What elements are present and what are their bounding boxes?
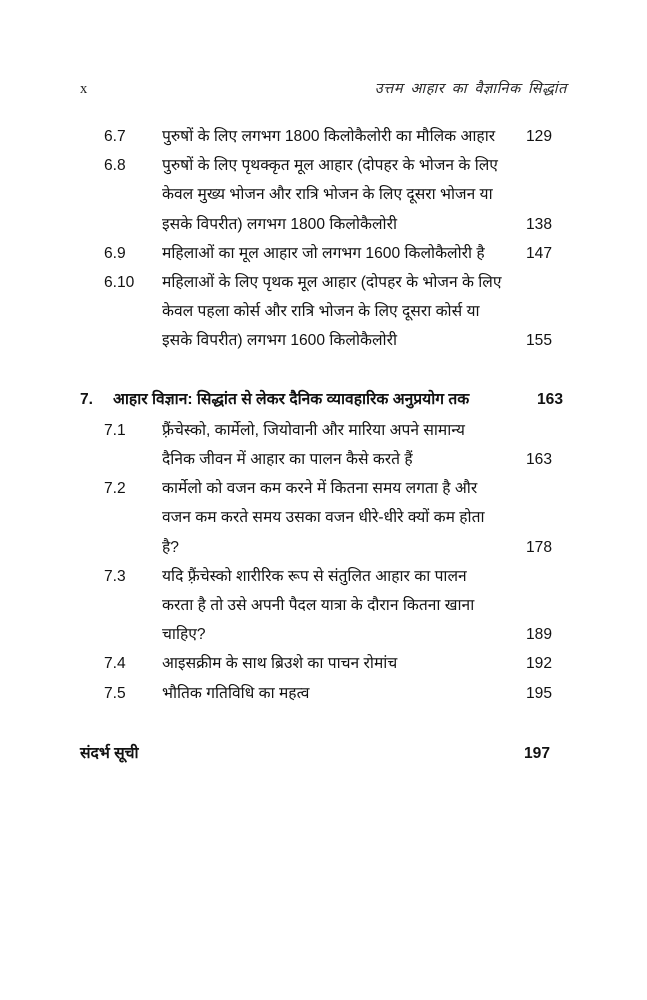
- toc-entry[interactable]: [80, 151, 567, 239]
- toc-entry[interactable]: [80, 679, 567, 708]
- toc-entry-page-number: 129: [525, 128, 552, 145]
- toc-entry-page-number: 189: [525, 626, 552, 644]
- toc-entry-title: पुरुषों के लिए पृथक्कृत मूल आहार (दोपहर के भोजन के लिए केवल मुख्य भोजन और रात्रि भोजन के लिए दूसरा भोजन या इसके विपरीत) लगभग 1800 किलोकैलोरी: [162, 157, 498, 233]
- running-head: [80, 78, 567, 100]
- toc-entry-number: 7.5: [104, 684, 126, 702]
- toc-entry-number: 7.2: [104, 480, 126, 498]
- toc-entry-number: 6.7: [104, 128, 126, 145]
- toc-entry-title: महिलाओं के लिए पृथक मूल आहार (दोपहर के भोजन के लिए केवल पहला कोर्स और रात्रि भोजन के लिए दूसरा कोर्स या इसके विपरीत) लगभग 1600 किलोकैलोरी: [162, 274, 502, 350]
- toc-entry-page-number: 197: [523, 744, 550, 762]
- toc-entry-number: 7.3: [104, 567, 126, 585]
- toc-entry-title: कार्मेलो को वजन कम करने में कितना समय लगता है और वजन कम करते समय उसका वजन धीरे-धीरे क्यों कम होता है?: [162, 480, 485, 556]
- toc-entry-page-number: 147: [525, 244, 552, 262]
- toc-entry-page-number: 192: [525, 655, 552, 673]
- table-of-contents: [80, 122, 567, 768]
- toc-entry-page-number: 195: [525, 684, 552, 702]
- toc-entry[interactable]: [80, 268, 567, 356]
- toc-entry[interactable]: [80, 239, 567, 268]
- toc-entry-number: 7.4: [104, 655, 126, 673]
- toc-entry-page-number: 178: [525, 538, 552, 556]
- toc-entry[interactable]: [80, 739, 567, 768]
- toc-entry-title: फ़्रैंचेस्को, कार्मेलो, जियोवानी और मारिया अपने सामान्य दैनिक जीवन में आहार का पालन कैसे करते हैं: [162, 421, 465, 469]
- toc-entry-number: 6.10: [104, 274, 135, 292]
- toc-entry-page-number: 163: [536, 390, 563, 408]
- running-head-title: उत्तम आहार का वैज्ञानिक सिद्धांत: [374, 81, 567, 97]
- toc-entry-title: भौतिक गतिविधि का महत्व: [162, 684, 310, 702]
- toc-entry-number: 7.1: [104, 421, 126, 439]
- toc-entry-page-number: 155: [525, 332, 552, 350]
- toc-entry[interactable]: [80, 122, 567, 151]
- toc-entry[interactable]: [80, 416, 567, 474]
- toc-entry-title: संदर्भ सूची: [80, 744, 139, 762]
- toc-entry[interactable]: [80, 385, 567, 414]
- toc-entry-title: महिलाओं का मूल आहार जो लगभग 1600 किलोकैलोरी है: [162, 244, 485, 262]
- toc-entry-number: 7.: [80, 390, 94, 408]
- toc-entry-title: पुरुषों के लिए लगभग 1800 किलोकैलोरी का मौलिक आहार: [162, 128, 496, 145]
- toc-entry[interactable]: [80, 562, 567, 650]
- toc-entry-page-number: 138: [525, 215, 552, 233]
- toc-entry-page-number: 163: [525, 451, 552, 469]
- toc-entry-number: 6.9: [104, 244, 126, 262]
- toc-entry-title: आहार विज्ञान: सिद्धांत से लेकर दैनिक व्यावहारिक अनुप्रयोग तक: [113, 390, 470, 408]
- toc-entry[interactable]: [80, 649, 567, 678]
- page-folio: x: [80, 81, 88, 97]
- toc-entry-number: 6.8: [104, 157, 126, 175]
- toc-entry-title: आइसक्रीम के साथ ब्रिउशे का पाचन रोमांच: [162, 655, 398, 673]
- toc-entry[interactable]: [80, 474, 567, 562]
- toc-entry-title: यदि फ़्रैंचेस्को शारीरिक रूप से संतुलित आहार का पालन करता है तो उसे अपनी पैदल यात्रा के दौरान कितना खाना चाहिए?: [162, 567, 475, 644]
